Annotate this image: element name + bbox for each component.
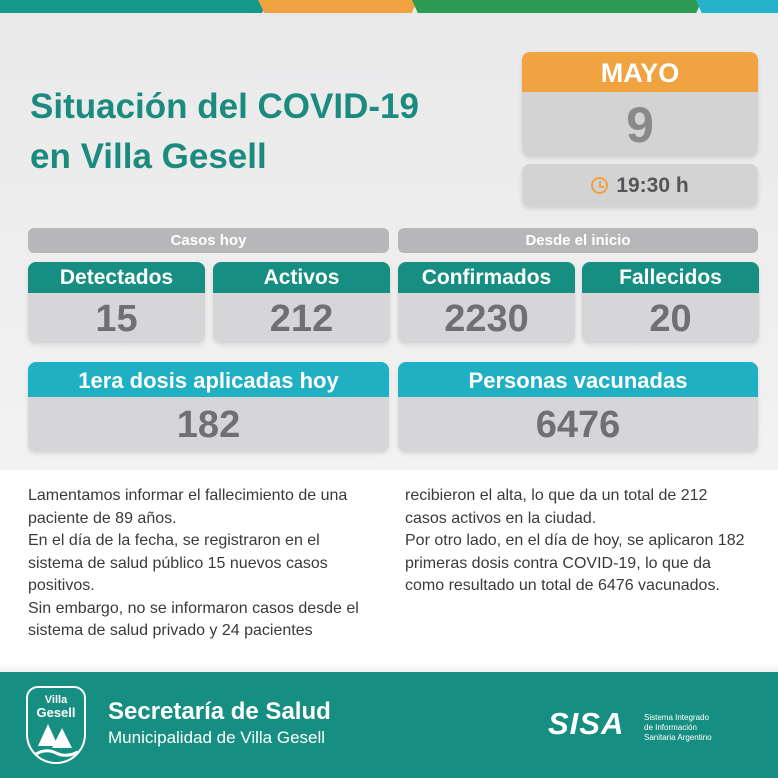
vac-label: Personas vacunadas — [398, 362, 758, 397]
report-paragraph: Por otro lado, en el día de hoy, se aplicaron 182 primeras dosis contra COVID-19, lo que da como resultado un total de 6476 vacunados. — [405, 532, 745, 594]
secretaria-title: Secretaría de Salud — [108, 698, 331, 725]
stat-card-confirmados — [398, 262, 575, 343]
date-box — [522, 52, 758, 156]
stat-label: Activos — [213, 262, 390, 293]
logo-text-1: Villa — [44, 694, 68, 706]
vac-value: 182 — [176, 404, 241, 446]
stat-card-detectados — [28, 262, 205, 343]
title-line-1: Situación del COVID-19 — [30, 87, 419, 126]
villa-gesell-logo — [26, 686, 86, 764]
sisa-desc-line: de Información — [644, 723, 697, 732]
vac-value: 6476 — [535, 404, 621, 446]
title-line-2: en Villa Gesell — [30, 137, 267, 176]
section-casos-hoy: Casos hoy — [28, 228, 389, 253]
logo-text-2: Gesell — [36, 705, 76, 720]
report-text-left — [28, 485, 373, 643]
decor-stripe-teal — [0, 0, 270, 13]
section-desde-inicio: Desde el inicio — [398, 228, 758, 253]
month-label: MAYO — [522, 52, 758, 92]
stat-label: Detectados — [28, 262, 205, 293]
stat-value: 2230 — [444, 298, 529, 340]
footer-shadow — [0, 662, 778, 672]
page-title — [30, 82, 500, 182]
time-box — [522, 164, 758, 207]
stat-value: 20 — [649, 298, 692, 340]
stat-value: 212 — [269, 298, 334, 340]
tree-icon — [34, 720, 80, 760]
report-paragraph: En el día de la fecha, se registraron en el sistema de salud público 15 nuevos casos positivos. — [28, 532, 328, 594]
report-paragraph: recibieron el alta, lo que da un total de 212 casos activos en la ciudad. — [405, 487, 708, 527]
stat-card-fallecidos — [582, 262, 759, 343]
report-text-right — [405, 485, 750, 598]
report-paragraph: Sin embargo, no se informaron casos desde el sistema de salud privado y 24 pacientes — [28, 599, 359, 639]
clock-icon — [591, 177, 608, 194]
vac-label: 1era dosis aplicadas hoy — [28, 362, 389, 397]
sisa-desc-line: Sanitaria Argentino — [644, 733, 712, 742]
sisa-desc-line: Sistema Integrado — [644, 713, 709, 722]
report-paragraph: Lamentamos informar el fallecimiento de una paciente de 89 años. — [28, 487, 348, 527]
stat-label: Confirmados — [398, 262, 575, 293]
municipalidad-subtitle: Municipalidad de Villa Gesell — [108, 728, 326, 747]
sisa-logo: SISA — [548, 706, 625, 741]
decor-stripe-green — [412, 0, 702, 13]
vac-card-dosis-hoy — [28, 362, 389, 452]
stat-label: Fallecidos — [582, 262, 759, 293]
day-label: 9 — [626, 97, 654, 153]
stat-card-activos — [213, 262, 390, 343]
time-label: 19:30 h — [616, 174, 689, 197]
stat-value: 15 — [95, 298, 138, 340]
vac-card-vacunados — [398, 362, 758, 452]
decor-stripe-cyan — [696, 0, 778, 13]
sisa-description — [644, 713, 754, 743]
decor-stripe-orange — [258, 0, 418, 13]
